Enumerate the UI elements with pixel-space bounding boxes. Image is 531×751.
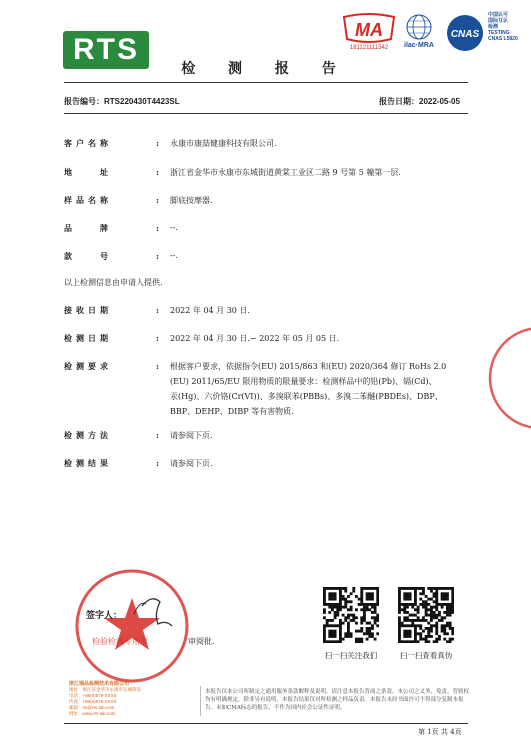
rts-logo: RTS <box>63 31 149 69</box>
cma-mark: MA <box>355 20 383 40</box>
approve-suffix: 审阅批. <box>188 637 215 646</box>
footer-rule <box>64 723 468 724</box>
colon: : <box>156 430 159 440</box>
cnas-mark: CNAS <box>450 29 480 40</box>
field-value-result: 请参阅下页. <box>170 459 213 468</box>
report-date: 报告日期：2022-05-05 <box>379 97 460 106</box>
colon: : <box>156 195 159 205</box>
field-label-method: 检测方法 <box>64 430 112 440</box>
field-label-model: 款 号 <box>64 251 112 261</box>
colon: : <box>156 458 159 468</box>
qr-code-verify[interactable] <box>398 587 454 643</box>
field-value-client: 永康市康喆健康科技有限公司. <box>170 139 277 148</box>
requirement-text: 根据客户要求，依据指令(EU) 2015/863 和(EU) 2020/364 修订 RoHs 2.0 (EU) 2011/65/EU 限用物质的限量要求：检测样品中的铅(Pb)、镉(Cd)、 汞(Hg)、六价铬(Cr(VI))、多溴联苯(PBBs)、多溴二苯醚(PBDEs)、DBP、 BBP、DEHP、DIBP 等有害物质. <box>170 362 447 416</box>
seal-subtitle: 检验检测专用章 <box>92 637 148 646</box>
colon: : <box>156 333 159 343</box>
info-note: 以上检测信息由申请人提供. <box>64 278 163 287</box>
signatory-label: 签字人： <box>86 611 123 621</box>
colon: : <box>156 305 159 315</box>
header-divider <box>64 113 468 114</box>
report-number: 报告编号：RTS220430T4423SL <box>64 97 180 106</box>
field-label-client: 客户名称 <box>64 138 112 148</box>
field-value-method: 请参阅下页. <box>170 431 213 440</box>
colon: : <box>156 223 159 233</box>
cnas-info: 中国认可 国际互认 检测 TESTING CNAS L5820 <box>488 12 518 42</box>
company-info: 浙江瑞品检测技术有限公司 地址：浙江省金华市永康市东城街道 电话：+86(0)579-XXXX 传真：+86(0)579-XXXX 邮箱：rts@rts-lab.com 网址：www.rts-lab.com <box>69 681 141 716</box>
field-value-address: 浙江省金华市永康市东城街道黄棠工业区二路 9 号第 5 幢第一层. <box>170 168 401 177</box>
cma-logo <box>341 13 397 51</box>
ilac-mark: ilac·MRA <box>404 42 434 49</box>
cma-number: 181121111542 <box>349 45 389 51</box>
qr-code-follow[interactable] <box>323 587 379 643</box>
page-indicator: 第 1页 共 4页 <box>418 728 462 736</box>
qr-caption-verify: 扫一扫查看真伪 <box>399 651 453 660</box>
colon: : <box>156 167 159 177</box>
cnas-logo <box>445 13 485 53</box>
title-underline <box>64 82 468 83</box>
field-label-brand: 品 牌 <box>64 223 112 233</box>
ilac-mra-logo <box>397 13 441 51</box>
field-value-sample: 脚底按摩器. <box>170 196 213 205</box>
field-value-brand: --. <box>170 223 178 232</box>
terms-note: 本报告仅本公司所制定之通用服务条款解释及说明。请注意本报告背面之条款。本公司之义务、免责、管辖权均有明确规定，除非另有说明，本报告结果仅对所检测之样品负责。本报告未经书面许可不得部分复制本报告。未如CMA标志的报告，不作为国内社会公证性证明。 <box>205 689 470 711</box>
qr-caption-follow: 扫一扫关注我们 <box>324 651 378 660</box>
field-label-requirement: 检测要求 <box>64 361 112 371</box>
field-value-test-date: 2022 年 04 月 30 日.~ 2022 年 05 月 05 日. <box>170 334 340 343</box>
document-title: 检 测 报 告 <box>181 61 350 77</box>
field-value-received: 2022 年 04 月 30 日. <box>170 306 250 315</box>
field-label-test-date: 检测日期 <box>64 333 112 343</box>
field-label-sample: 样品名称 <box>64 195 112 205</box>
official-seal <box>72 566 192 686</box>
field-label-address: 地 址 <box>64 167 112 177</box>
colon: : <box>156 251 159 261</box>
edge-stamp <box>488 318 531 438</box>
footer-divider <box>200 686 201 716</box>
field-label-result: 检测结果 <box>64 458 112 468</box>
field-value-model: --. <box>170 251 178 260</box>
colon: : <box>156 138 159 148</box>
field-label-received: 接收日期 <box>64 305 112 315</box>
colon: : <box>156 361 159 371</box>
